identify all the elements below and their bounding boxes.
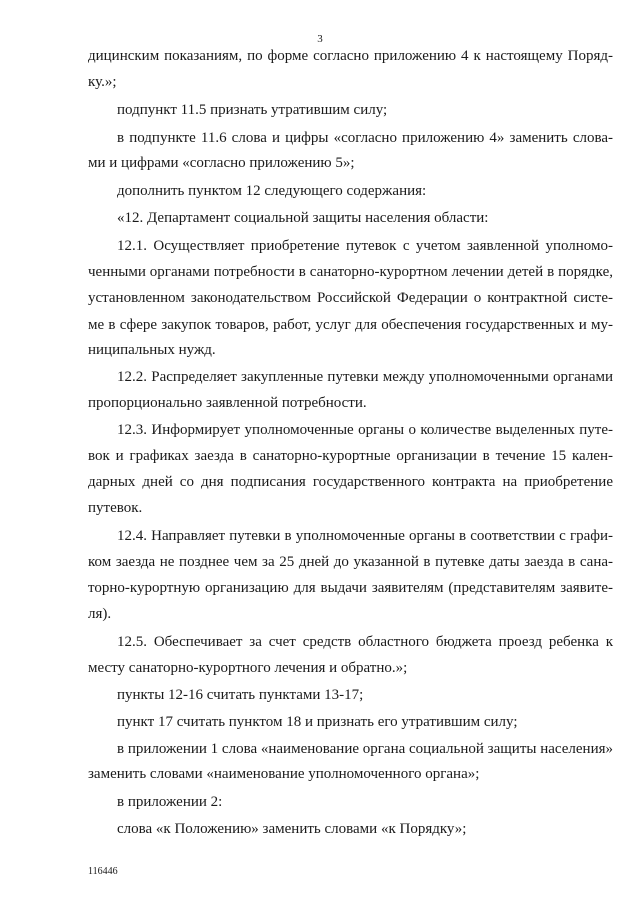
- text-line: в приложении 2:: [117, 794, 223, 810]
- text-line: 12.1. Осуществляет приобретение путевок с учетом заявленной уполномо-: [117, 238, 613, 254]
- text-line: заменить словами «наименование уполномоченного органа»;: [88, 766, 480, 782]
- text-line: дицинским показаниям, по форме согласно приложению 4 к настоящему Поряд-: [88, 48, 613, 64]
- text-line: подпункт 11.5 признать утратившим силу;: [117, 102, 388, 118]
- text-line: 12.5. Обеспечивает за счет средств областного бюджета проезд ребенка к: [117, 634, 613, 650]
- text-line: в приложении 1 слова «наименование органа социальной защиты населения»: [117, 741, 613, 757]
- text-line: ченными органами потребности в санаторно-курортном лечении детей в порядке,: [88, 264, 613, 280]
- text-line: торно-курортную организацию для выдачи заявителям (представителям заявите-: [88, 580, 613, 596]
- text-line: дополнить пунктом 12 следующего содержания:: [117, 183, 427, 199]
- text-line: ком заезда не позднее чем за 25 дней до указанной в путевке даты заезда в сана-: [88, 554, 613, 570]
- document-code: 116446: [88, 866, 118, 877]
- text-line: ниципальных нужд.: [88, 342, 216, 358]
- text-line: ме в сфере закупок товаров, работ, услуг для обеспечения государственных и му-: [88, 317, 613, 333]
- text-line: пункты 12-16 считать пунктами 13-17;: [117, 687, 364, 703]
- text-line: ми и цифрами «согласно приложению 5»;: [88, 155, 355, 171]
- text-line: слова «к Положению» заменить словами «к Порядку»;: [117, 821, 467, 837]
- text-line: месту санаторно-курортного лечения и обратно.»;: [88, 660, 408, 676]
- text-line: установленном законодательством Российской Федерации о контрактной систе-: [88, 290, 613, 306]
- text-line: 12.4. Направляет путевки в уполномоченные органы в соответствии с графи-: [117, 528, 613, 544]
- text-line: путевок.: [88, 500, 143, 516]
- text-line: пропорционально заявленной потребности.: [88, 395, 367, 411]
- text-line: 12.3. Информирует уполномоченные органы о количестве выделенных путе-: [117, 422, 613, 438]
- text-line: ля).: [88, 606, 112, 622]
- text-line: «12. Департамент социальной защиты населения области:: [117, 210, 489, 226]
- text-line: вок и графиках заезда в санаторно-курортные организации в течение 15 кален-: [88, 448, 613, 464]
- page-number: 3: [317, 33, 323, 45]
- text-line: ку.»;: [88, 74, 117, 90]
- text-line: 12.2. Распределяет закупленные путевки между уполномоченными органами: [117, 369, 613, 385]
- text-line: пункт 17 считать пунктом 18 и признать его утратившим силу;: [117, 714, 518, 730]
- text-line: дарных дней со дня подписания государственного контракта на приобретение: [88, 474, 613, 490]
- text-line: в подпункте 11.6 слова и цифры «согласно приложению 4» заменить слова-: [117, 130, 613, 146]
